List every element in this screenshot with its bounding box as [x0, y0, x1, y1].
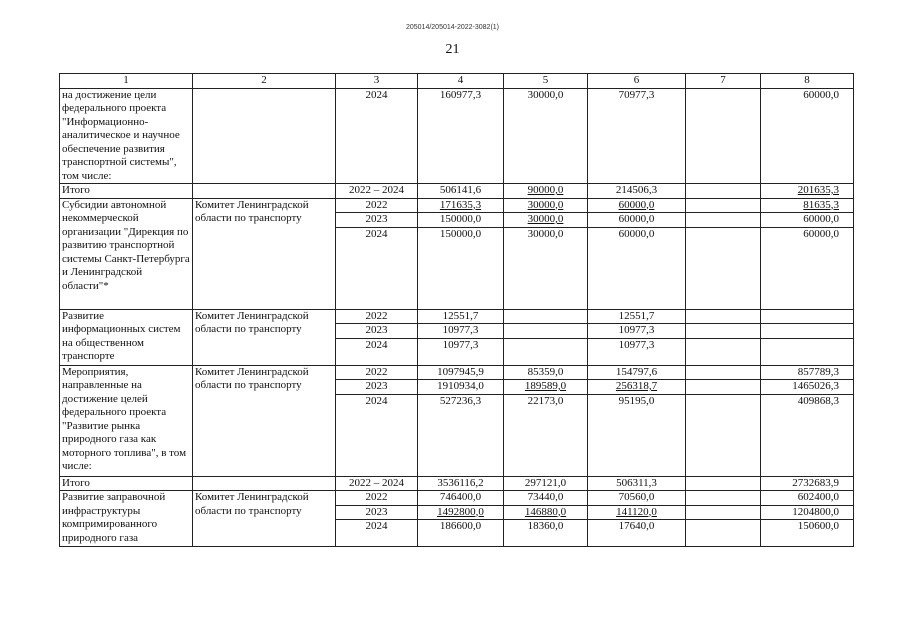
column-header: 5	[504, 74, 588, 89]
total-label: Итого	[60, 184, 193, 199]
col6-cell: 95195,0	[588, 394, 686, 476]
col8-cell: 60000,0	[761, 88, 854, 184]
year-cell: 2022	[336, 491, 418, 506]
col6-cell: 12551,7	[588, 309, 686, 324]
col5-cell: 90000,0	[504, 184, 588, 199]
col7-cell	[686, 476, 761, 491]
total-cell: 10977,3	[418, 338, 504, 365]
col6-cell: 60000,0	[588, 227, 686, 309]
col7-cell	[686, 324, 761, 339]
col8-cell: 409868,3	[761, 394, 854, 476]
column-header: 6	[588, 74, 686, 89]
total-row	[60, 184, 854, 199]
col7-cell	[686, 213, 761, 228]
col6-cell: 256318,7	[588, 380, 686, 395]
table-row	[60, 309, 854, 324]
table-row	[60, 491, 854, 506]
col6-cell: 70977,3	[588, 88, 686, 184]
year-cell: 2024	[336, 88, 418, 184]
year-cell: 2022	[336, 309, 418, 324]
table-row	[60, 365, 854, 380]
total-cell: 506141,6	[418, 184, 504, 199]
activity-name: Субсидии автономной некоммерческой организации "Дирекция по развитию транспортной системы Санкт-Петербурга и Ленинградской области"*	[60, 198, 193, 309]
total-cell: 150000,0	[418, 213, 504, 228]
col5-cell: 297121,0	[504, 476, 588, 491]
column-header: 2	[193, 74, 336, 89]
col6-cell: 70560,0	[588, 491, 686, 506]
year-cell: 2022 – 2024	[336, 184, 418, 199]
col6-cell: 10977,3	[588, 324, 686, 339]
col7-cell	[686, 88, 761, 184]
col8-cell	[761, 309, 854, 324]
col7-cell	[686, 198, 761, 213]
col5-cell: 30000,0	[504, 227, 588, 309]
table-row	[60, 88, 854, 184]
total-cell: 3536116,2	[418, 476, 504, 491]
col7-cell	[686, 365, 761, 380]
column-header: 8	[761, 74, 854, 89]
executor-name: Комитет Ленинградской области по транспорту	[193, 491, 336, 547]
year-cell: 2023	[336, 505, 418, 520]
column-header: 4	[418, 74, 504, 89]
col5-cell	[504, 324, 588, 339]
col5-cell: 18360,0	[504, 520, 588, 547]
year-cell: 2024	[336, 394, 418, 476]
activity-name: Мероприятия, направленные на достижение целей федерального проекта "Развитие рынка природного газа как моторного топлива", в том числе:	[60, 365, 193, 476]
column-header: 3	[336, 74, 418, 89]
col5-cell: 73440,0	[504, 491, 588, 506]
col5-cell: 30000,0	[504, 88, 588, 184]
document-id: 205014/205014-2022-3082(1)	[405, 24, 500, 31]
col6-cell: 60000,0	[588, 198, 686, 213]
col8-cell: 201635,3	[761, 184, 854, 199]
col6-cell: 506311,3	[588, 476, 686, 491]
col5-cell	[504, 309, 588, 324]
total-cell: 160977,3	[418, 88, 504, 184]
col5-cell: 85359,0	[504, 365, 588, 380]
col8-cell: 857789,3	[761, 365, 854, 380]
col7-cell	[686, 309, 761, 324]
col5-cell: 22173,0	[504, 394, 588, 476]
total-cell: 746400,0	[418, 491, 504, 506]
col6-cell: 154797,6	[588, 365, 686, 380]
col7-cell	[686, 394, 761, 476]
year-cell: 2024	[336, 338, 418, 365]
column-header: 1	[60, 74, 193, 89]
table-row	[60, 198, 854, 213]
col8-cell: 2732683,9	[761, 476, 854, 491]
col6-cell: 17640,0	[588, 520, 686, 547]
activity-name: Развитие информационных систем на общественном транспорте	[60, 309, 193, 365]
total-cell: 171635,3	[418, 198, 504, 213]
executor-name: Комитет Ленинградской области по транспорту	[193, 365, 336, 476]
col6-cell: 214506,3	[588, 184, 686, 199]
total-cell: 527236,3	[418, 394, 504, 476]
col5-cell: 30000,0	[504, 198, 588, 213]
year-cell: 2022	[336, 365, 418, 380]
col8-cell	[761, 338, 854, 365]
page-number: 21	[445, 42, 460, 57]
total-cell: 1097945,9	[418, 365, 504, 380]
col6-cell: 141120,0	[588, 505, 686, 520]
col6-cell: 10977,3	[588, 338, 686, 365]
col8-cell: 1204800,0	[761, 505, 854, 520]
col7-cell	[686, 491, 761, 506]
col8-cell: 81635,3	[761, 198, 854, 213]
executor-name	[193, 88, 336, 184]
total-cell: 1492800,0	[418, 505, 504, 520]
col5-cell: 189589,0	[504, 380, 588, 395]
col5-cell: 146880,0	[504, 505, 588, 520]
col8-cell: 60000,0	[761, 227, 854, 309]
budget-table	[59, 73, 854, 547]
year-cell: 2022	[336, 198, 418, 213]
col8-cell: 1465026,3	[761, 380, 854, 395]
year-cell: 2022 – 2024	[336, 476, 418, 491]
total-cell: 12551,7	[418, 309, 504, 324]
total-cell: 150000,0	[418, 227, 504, 309]
executor-name	[193, 184, 336, 199]
total-cell: 1910934,0	[418, 380, 504, 395]
year-cell: 2023	[336, 213, 418, 228]
executor-name: Комитет Ленинградской области по транспорту	[193, 309, 336, 365]
year-cell: 2023	[336, 324, 418, 339]
executor-name: Комитет Ленинградской области по транспорту	[193, 198, 336, 309]
col7-cell	[686, 380, 761, 395]
year-cell: 2024	[336, 520, 418, 547]
total-row	[60, 476, 854, 491]
col5-cell	[504, 338, 588, 365]
executor-name	[193, 476, 336, 491]
col7-cell	[686, 520, 761, 547]
column-header-row	[60, 74, 854, 89]
col7-cell	[686, 227, 761, 309]
col7-cell	[686, 184, 761, 199]
activity-name: Развитие заправочной инфраструктуры компримированного природного газа	[60, 491, 193, 547]
total-cell: 10977,3	[418, 324, 504, 339]
col7-cell	[686, 338, 761, 365]
col8-cell: 150600,0	[761, 520, 854, 547]
col8-cell: 602400,0	[761, 491, 854, 506]
col7-cell	[686, 505, 761, 520]
total-label: Итого	[60, 476, 193, 491]
col6-cell: 60000,0	[588, 213, 686, 228]
col5-cell: 30000,0	[504, 213, 588, 228]
year-cell: 2024	[336, 227, 418, 309]
col8-cell	[761, 324, 854, 339]
column-header: 7	[686, 74, 761, 89]
year-cell: 2023	[336, 380, 418, 395]
activity-name: на достижение цели федерального проекта "Информационно-аналитическое и научное обеспечение развития транспортной системы", том числе:	[60, 88, 193, 184]
col8-cell: 60000,0	[761, 213, 854, 228]
total-cell: 186600,0	[418, 520, 504, 547]
